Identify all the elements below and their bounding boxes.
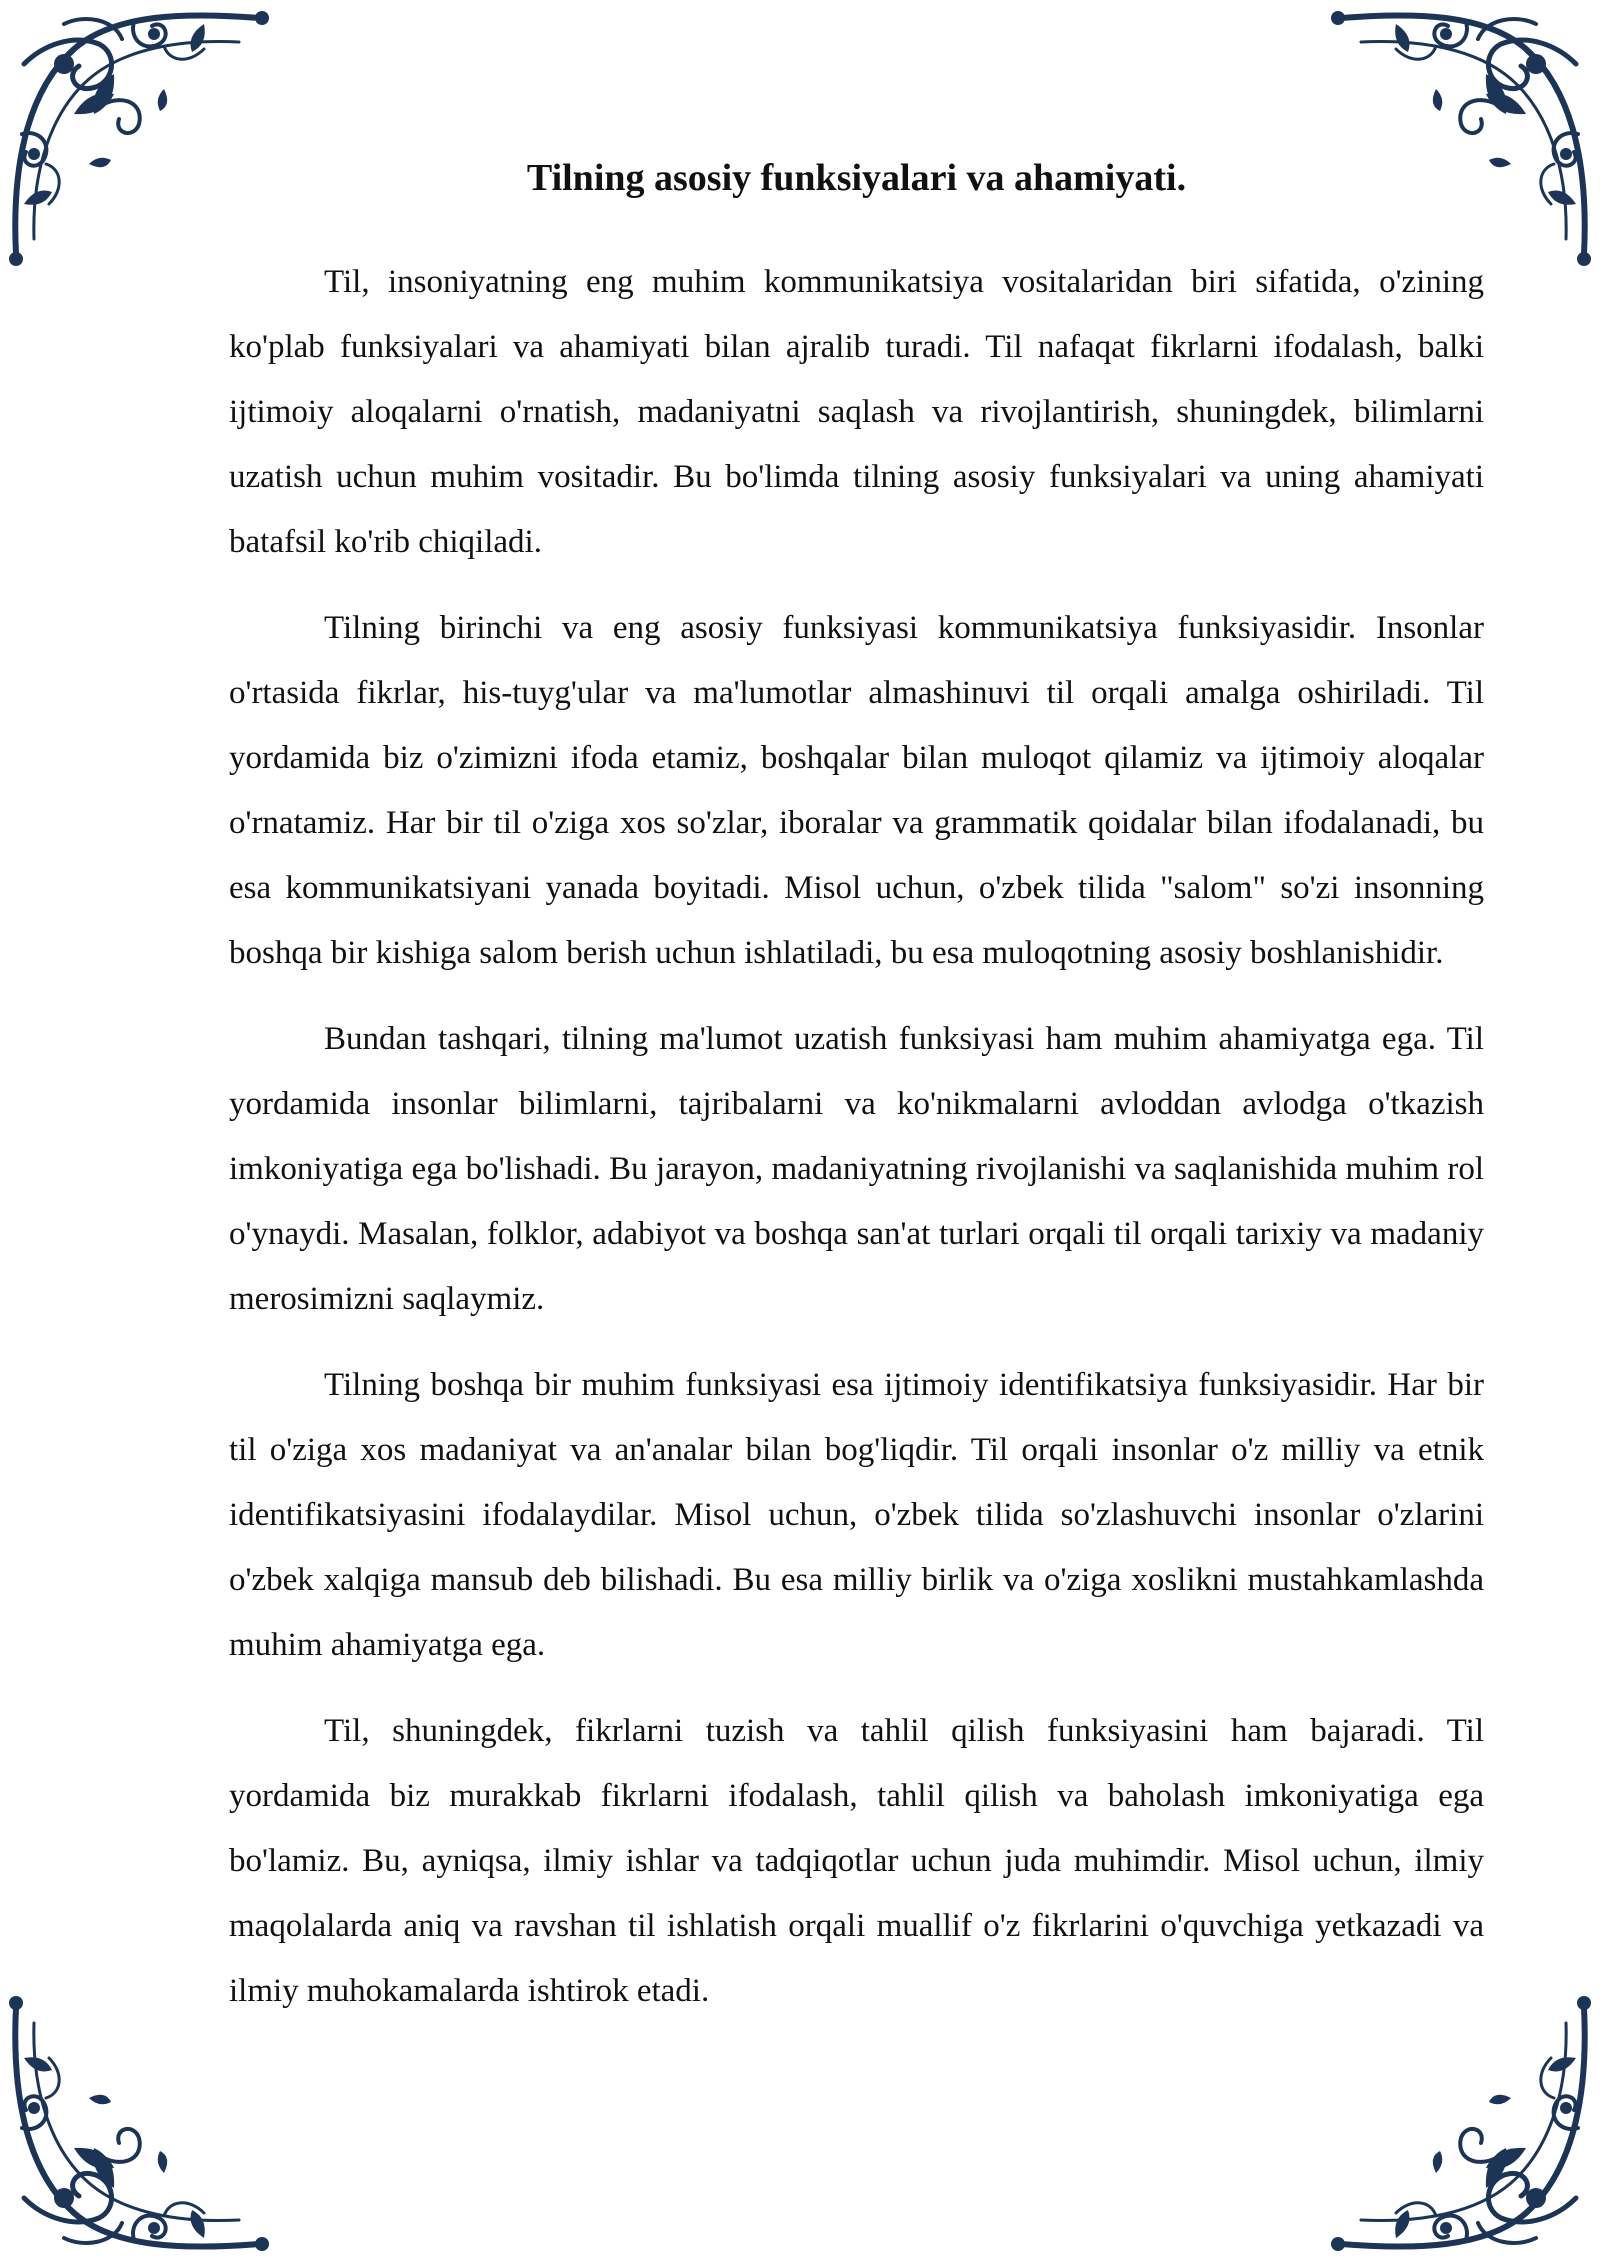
paragraph: Bundan tashqari, tilning ma'lumot uzatish funksiyasi ham muhim ahamiyatga ega. Til yordamida insonlar bilimlarni, tajribalarni va ko'nikmalarni avloddan avlodga o'tkazish imkoniyatiga ega bo'lishadi. Bu jarayon, madaniyatning rivojlanishi va saqlanishida muhim rol o'ynaydi. Masalan, folklor, adabiyot va boshqa san'at turlari orqali til orqali tarixiy va madaniy merosimizni saqlaymiz.	[229, 1021, 1484, 1317]
document-title: Tilning asosiy funksiyalari va ahamiyati.	[526, 157, 1187, 199]
document-body	[229, 150, 1484, 2045]
paragraph: Til, insoniyatning eng muhim kommunikatsiya vositalaridan biri sifatida, o'zining ko'plab funksiyalari va ahamiyati bilan ajralib turadi. Til nafaqat fikrlarni ifodalash, balki ijtimoiy aloqalarni o'rnatish, madaniyatni saqlash va rivojlantirish, shuningdek, bilimlarni uzatish uchun muhim vositadir. Bu bo'limda tilning asosiy funksiyalari va uning ahamiyati batafsil ko'rib chiqiladi.	[229, 264, 1484, 560]
paragraph: Tilning boshqa bir muhim funksiyasi esa ijtimoiy identifikatsiya funksiyasidir. Har bir til o'ziga xos madaniyat va an'analar bilan bog'liqdir. Til orqali insonlar o'z milliy va etnik identifikatsiyasini ifodalaydilar. Misol uchun, o'zbek tilida so'zlashuvchi insonlar o'zlarini o'zbek xalqiga mansub deb bilishadi. Bu esa milliy birlik va o'ziga xoslikni mustahkamlashda muhim ahamiyatga ega.	[229, 1367, 1484, 1663]
paragraph: Til, shuningdek, fikrlarni tuzish va tahlil qilish funksiyasini ham bajaradi. Til yordamida biz murakkab fikrlarni ifodalash, tahlil qilish va baholash imkoniyatiga ega bo'lamiz. Bu, ayniqsa, ilmiy ishlar va tadqiqotlar uchun juda muhimdir. Misol uchun, ilmiy maqolalarda aniq va ravshan til ishlatish orqali muallif o'z fikrlarini o'quvchiga yetkazadi va ilmiy muhokamalarda ishtirok etadi.	[229, 1713, 1484, 2009]
paragraph: Tilning birinchi va eng asosiy funksiyasi kommunikatsiya funksiyasidir. Insonlar o'rtasida fikrlar, his-tuyg'ular va ma'lumotlar almashinuvi til orqali amalga oshiriladi. Til yordamida biz o'zimizni ifoda etamiz, boshqalar bilan muloqot qilamiz va ijtimoiy aloqalar o'rnatamiz. Har bir til o'ziga xos so'zlar, iboralar va grammatik qoidalar bilan ifodalanadi, bu esa kommunikatsiyani yanada boyitadi. Misol uchun, o'zbek tilida "salom" so'zi insonning boshqa bir kishiga salom berish uchun ishlatiladi, bu esa muloqotning asosiy boshlanishidir.	[229, 610, 1484, 971]
